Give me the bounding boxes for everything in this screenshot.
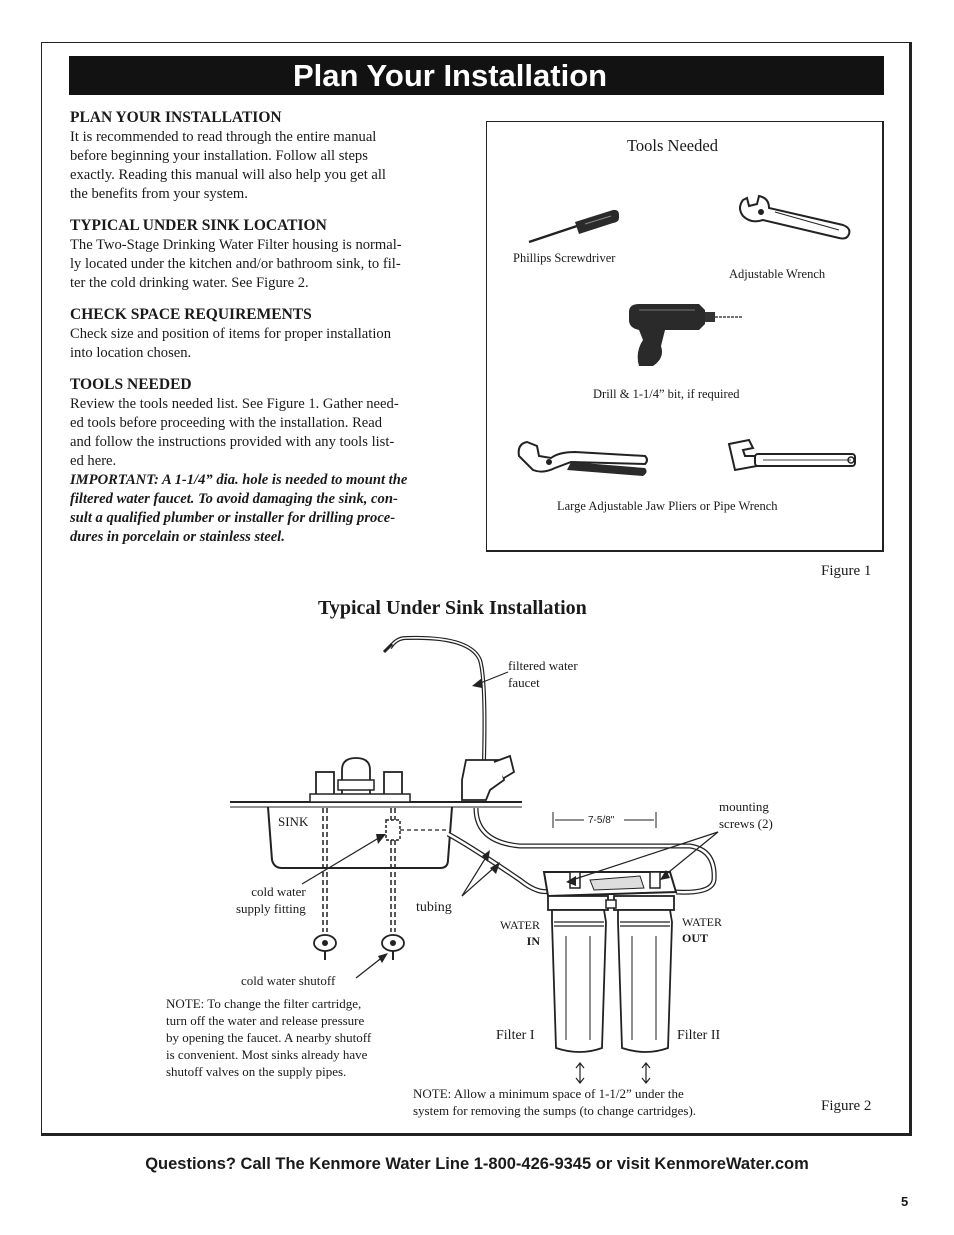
important-note: IMPORTANT: A 1-1/4” dia. hole is needed to mount the filtered water faucet. To avoid damaging the sink, con- sult a qualified plumber or installer for drilling proce- dures in porcelain or stainless steel. — [70, 472, 408, 545]
section-heading: CHECK SPACE REQUIREMENTS — [70, 306, 312, 323]
page-number: 5 — [901, 1194, 909, 1209]
page-title: Plan Your Installation — [69, 56, 884, 95]
section-heading: TYPICAL UNDER SINK LOCATION — [70, 217, 327, 234]
supply-fitting-label: cold water supply fitting — [236, 884, 306, 916]
figure-1-label: Figure 1 — [821, 563, 872, 579]
section-body: Review the tools needed list. See Figure 1. Gather need- ed tools before proceeding with the installation. Read and follow the instructions provided with any tools list- ed here. — [70, 396, 399, 469]
section-heading: TOOLS NEEDED — [70, 376, 192, 393]
faucet-label: filtered water faucet — [508, 658, 578, 690]
section-body: Check size and position of items for proper installation into location chosen. — [70, 326, 391, 361]
section-body: It is recommended to read through the entire manual before beginning your installation. Follow all steps exactly. Reading this manual will also help you get all the benefits from your system. — [70, 129, 386, 202]
tools-heading: Tools Needed — [627, 136, 718, 155]
water-in-label: WATER IN — [500, 918, 540, 948]
tubing-label: tubing — [416, 900, 452, 915]
sink-label: SINK — [278, 814, 309, 829]
diagram-title: Typical Under Sink Installation — [318, 597, 587, 619]
shutoff-label: cold water shutoff — [241, 973, 336, 988]
cartridge-note: NOTE: To change the filter cartridge, turn off the water and release pressure by opening the faucet. A nearby shutoff is convenient. Most sinks already have shutoff valves on the supply pipes. — [166, 996, 372, 1079]
filter-1-label: Filter I — [496, 1028, 535, 1043]
section-heading: PLAN YOUR INSTALLATION — [70, 109, 282, 126]
drill-label: Drill & 1-1/4” bit, if required — [593, 387, 740, 401]
figure-2-label: Figure 2 — [821, 1098, 872, 1114]
clearance-note: NOTE: Allow a minimum space of 1-1/2” under the system for removing the sumps (to change cartridges). — [413, 1086, 697, 1118]
filter-2-label: Filter II — [677, 1028, 721, 1043]
screwdriver-label: Phillips Screwdriver — [513, 251, 616, 265]
dimension-label: 7-5/8" — [588, 815, 615, 826]
wrench-label: Adjustable Wrench — [729, 267, 826, 281]
filter-1-housing — [552, 910, 606, 1052]
pliers-label: Large Adjustable Jaw Pliers or Pipe Wrench — [557, 499, 778, 513]
supply-fitting — [386, 820, 400, 840]
mounting-screws-label: mounting screws (2) — [719, 799, 773, 831]
filter-2-housing — [618, 910, 672, 1052]
filter-faucet — [390, 638, 485, 760]
water-out-label: WATER OUT — [682, 915, 722, 945]
help-line-footer: Questions? Call The Kenmore Water Line 1-800-426-9345 or visit KenmoreWater.com — [145, 1155, 809, 1173]
section-body: The Two-Stage Drinking Water Filter housing is normal- ly located under the kitchen and/or bathroom sink, to fil- ter the cold drinking water. See Figure 2. — [70, 237, 402, 291]
